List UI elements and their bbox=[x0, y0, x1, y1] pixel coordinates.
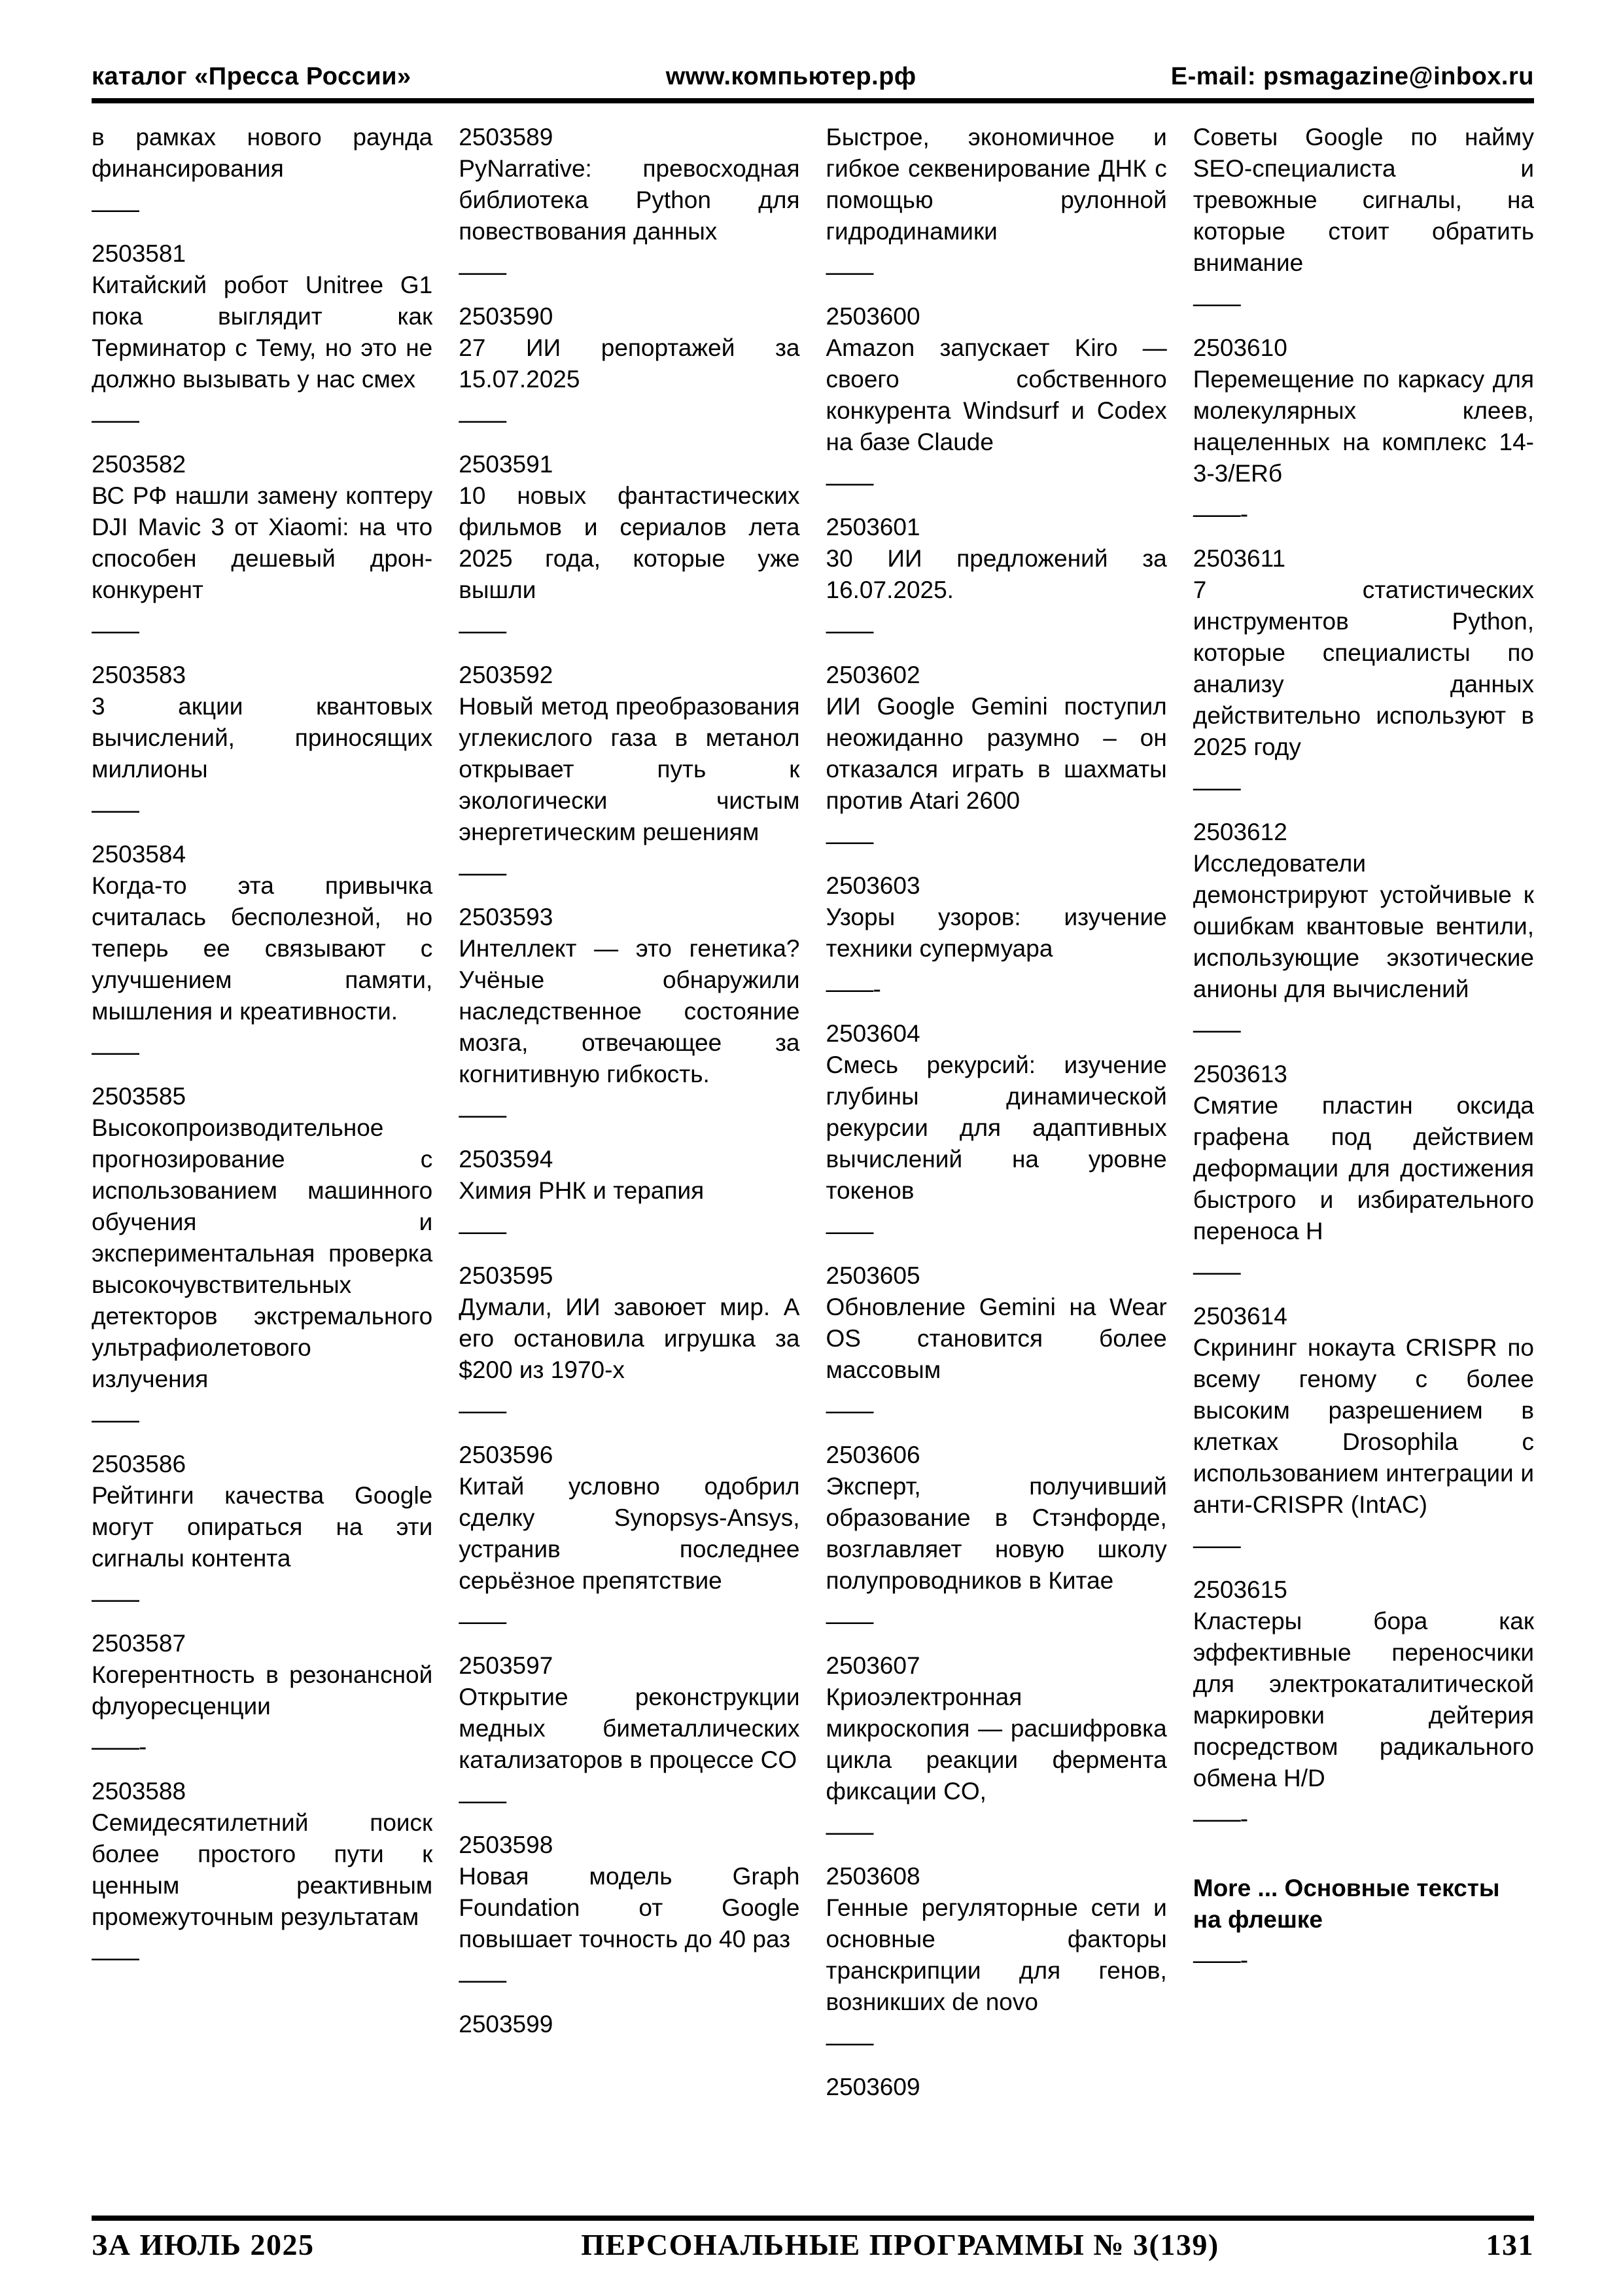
separator: ——- bbox=[826, 976, 881, 1002]
email-address: E-mail: psmagazine@inbox.ru bbox=[1170, 63, 1534, 90]
separator: —— bbox=[92, 1944, 139, 1971]
separator: —— bbox=[459, 859, 506, 886]
item-title: 27 ИИ репортажей за 15.07.2025 bbox=[459, 334, 800, 393]
item-id: 2503605 bbox=[826, 1262, 920, 1289]
catalog-entry bbox=[92, 449, 432, 606]
item-id: 2503612 bbox=[1193, 819, 1287, 845]
item-id: 2503590 bbox=[459, 303, 553, 330]
separator: —— bbox=[826, 1608, 873, 1634]
separator: —— bbox=[1193, 1258, 1240, 1285]
item-title: Кластеры бора как эффективные переносчики для электрокаталитической маркировки дейтерия посредством радикального обмена H/D bbox=[1193, 1608, 1534, 1792]
item-title: в рамках нового раунда финансирования bbox=[92, 124, 433, 182]
separator: —— bbox=[92, 1406, 139, 1433]
separator: ——- bbox=[92, 1733, 147, 1760]
catalog-entry bbox=[459, 1260, 799, 1386]
item-title: 7 статистических инструментов Python, которые специалисты по анализу данных действительно используют в 2025 году bbox=[1193, 576, 1534, 760]
item-id: 2503596 bbox=[459, 1441, 553, 1468]
separator: —— bbox=[826, 828, 873, 855]
item-title: 10 новых фантастических фильмов и сериалов лета 2025 года, которые уже вышли bbox=[459, 482, 800, 603]
catalog-entry bbox=[459, 449, 799, 606]
item-title: Новая модель Graph Foundation от Google повышает точность до 40 раз bbox=[459, 1863, 800, 1952]
catalog-entry bbox=[1193, 332, 1534, 489]
item-title: Думали, ИИ завоюет мир. А его остановила игрушка за $200 из 1970-х bbox=[459, 1294, 800, 1383]
separator: —— bbox=[92, 1585, 139, 1612]
item-title: Открытие реконструкции медных биметаллических катализаторов в процессе CO bbox=[459, 1684, 800, 1773]
catalog-entry bbox=[1193, 122, 1534, 279]
item-id: 2503608 bbox=[826, 1863, 920, 1890]
item-title: Исследователи демонстрируют устойчивые к ошибкам квантовые вентили, использующие экзотические анионы для вычислений bbox=[1193, 850, 1534, 1002]
separator: —— bbox=[826, 469, 873, 496]
item-id: 2503614 bbox=[1193, 1303, 1287, 1330]
item-title: Узоры узоров: изучение техники супермуара bbox=[826, 904, 1167, 962]
separator: —— bbox=[826, 1397, 873, 1424]
item-id: 2503586 bbox=[92, 1451, 186, 1477]
catalog-entry bbox=[459, 122, 799, 247]
page-number: 131 bbox=[1486, 2228, 1534, 2261]
item-title: Обновление Gemini на Wear OS становится более массовым bbox=[826, 1294, 1167, 1383]
item-title: Криоэлектронная микроскопия — расшифровка цикла реакции фермента фиксации CO, bbox=[826, 1684, 1167, 1805]
catalog-entry bbox=[1193, 1873, 1534, 1935]
column-1 bbox=[92, 122, 432, 2103]
separator: —— bbox=[459, 617, 506, 644]
item-id: 2503598 bbox=[459, 1831, 553, 1858]
item-id: 2503613 bbox=[1193, 1061, 1287, 1087]
catalog-entry bbox=[826, 122, 1167, 247]
catalog-entry bbox=[459, 2009, 799, 2040]
item-title: Перемещение по каркасу для молекулярных клеев, нацеленных на комплекс 14-3-3/ERб bbox=[1193, 366, 1534, 487]
separator: —— bbox=[92, 796, 139, 823]
catalog-entry bbox=[459, 1144, 799, 1207]
separator: —— bbox=[459, 1397, 506, 1424]
item-id: 2503584 bbox=[92, 841, 186, 868]
catalog-entry bbox=[92, 1776, 432, 1933]
item-id: 2503611 bbox=[1193, 545, 1286, 572]
separator: —— bbox=[92, 196, 139, 222]
footer-rule bbox=[92, 2216, 1534, 2221]
item-id: 2503600 bbox=[826, 303, 920, 330]
item-title: Когда-то эта привычка считалась бесполезной, но теперь ее связывают с улучшением памяти, мышления и креативности. bbox=[92, 872, 433, 1025]
separator: —— bbox=[826, 258, 873, 285]
catalog-entry bbox=[459, 301, 799, 395]
column-2 bbox=[459, 122, 799, 2103]
catalog-entry bbox=[1193, 543, 1534, 763]
item-title: ВС РФ нашли замену коптеру DJI Mavic 3 от Xiaomi: на что способен дешевый дрон-конкурент bbox=[92, 482, 433, 603]
item-title: Когерентность в резонансной флуоресценции bbox=[92, 1661, 433, 1720]
separator: —— bbox=[826, 1218, 873, 1245]
column-4 bbox=[1193, 122, 1534, 2103]
item-title: Рейтинги качества Google могут опираться на эти сигналы контента bbox=[92, 1482, 433, 1572]
separator: —— bbox=[459, 1787, 506, 1814]
catalog-entry bbox=[92, 660, 432, 785]
item-id: 2503591 bbox=[459, 451, 553, 478]
catalog-entry bbox=[1193, 817, 1534, 1005]
item-id: 2503606 bbox=[826, 1441, 920, 1468]
item-title: Быстрое, экономичное и гибкое секвенирование ДНК с помощью рулонной гидродинамики bbox=[826, 124, 1167, 245]
item-id: 2503588 bbox=[92, 1778, 186, 1805]
separator: —— bbox=[1193, 1532, 1240, 1559]
item-id: 2503592 bbox=[459, 662, 553, 688]
item-title: Генные регуляторные сети и основные факторы транскрипции для генов, возникших de novo bbox=[826, 1894, 1167, 2015]
catalog-entry bbox=[826, 512, 1167, 606]
item-title: Amazon запускает Kiro — своего собственного конкурента Windsurf и Codex на базе Claude bbox=[826, 334, 1167, 455]
item-title: Новый метод преобразования углекислого газа в метанол открывает путь к экологически чистым энергетическим решениям bbox=[459, 693, 800, 845]
item-title: Скрининг нокаута CRISPR по всему геному с более высоким разрешением в клетках Drosophila с использованием интеграции и анти-CRISPR (IntAC) bbox=[1193, 1334, 1534, 1518]
issue-period: ЗА ИЮЛЬ 2025 bbox=[92, 2228, 315, 2261]
item-id: 2503594 bbox=[459, 1146, 553, 1173]
catalog-entry bbox=[826, 1861, 1167, 2018]
item-id: 2503610 bbox=[1193, 334, 1287, 361]
separator: —— bbox=[459, 258, 506, 285]
catalog-entry bbox=[826, 1650, 1167, 1807]
separator: ——- bbox=[1193, 1947, 1248, 1973]
item-title: 30 ИИ предложений за 16.07.2025. bbox=[826, 545, 1167, 603]
item-title: Китай условно одобрил сделку Synopsys-Ansys, устранив последнее серьёзное препятствие bbox=[459, 1473, 800, 1594]
item-title: Химия РНК и терапия bbox=[459, 1177, 705, 1204]
catalog-entry bbox=[459, 1829, 799, 1955]
item-title: ИИ Google Gemini поступил неожиданно разумно – он отказался играть в шахматы против Atari 2600 bbox=[826, 693, 1167, 814]
separator: —— bbox=[92, 617, 139, 644]
item-id: 2503603 bbox=[826, 872, 920, 899]
catalog-entry bbox=[826, 660, 1167, 817]
item-id: 2503581 bbox=[92, 240, 186, 267]
catalog-entry bbox=[92, 839, 432, 1027]
item-title: Смесь рекурсий: изучение глубины динамической рекурсии для адаптивных вычислений на уровне токенов bbox=[826, 1051, 1167, 1204]
page-header bbox=[92, 63, 1534, 91]
separator: —— bbox=[826, 617, 873, 644]
item-id: 2503583 bbox=[92, 662, 186, 688]
catalog-entry bbox=[826, 1260, 1167, 1386]
catalog-entry bbox=[1193, 1301, 1534, 1521]
item-title: Китайский робот Unitree G1 пока выглядит как Терминатор с Тему, но это не должно вызывать у нас смех bbox=[92, 272, 433, 393]
catalog-entry bbox=[826, 870, 1167, 964]
magazine-title: ПЕРСОНАЛЬНЫЕ ПРОГРАММЫ № 3(139) bbox=[581, 2228, 1219, 2261]
catalog-entry bbox=[826, 1018, 1167, 1207]
item-id: 2503615 bbox=[1193, 1576, 1287, 1603]
separator: —— bbox=[1193, 774, 1240, 801]
separator: —— bbox=[826, 2029, 873, 2056]
item-id: 2503582 bbox=[92, 451, 186, 478]
item-id: 2503595 bbox=[459, 1262, 553, 1289]
item-id: 2503593 bbox=[459, 904, 553, 930]
item-title: Советы Google по найму SEO-специалиста и тревожные сигналы, на которые стоит обратить внимание bbox=[1193, 124, 1534, 276]
separator: —— bbox=[459, 1608, 506, 1634]
catalog-entry bbox=[92, 238, 432, 395]
item-title: Смятие пластин оксида графена под действием деформации для достижения быстрого и избирательного переноса Н bbox=[1193, 1092, 1534, 1245]
item-id: 2503589 bbox=[459, 124, 553, 150]
catalog-entry bbox=[459, 1650, 799, 1776]
separator: ——- bbox=[1193, 1805, 1248, 1832]
catalog-entry bbox=[459, 1439, 799, 1597]
item-id: 2503609 bbox=[826, 2074, 920, 2100]
catalog-entry bbox=[826, 301, 1167, 458]
catalog-entry bbox=[92, 122, 432, 185]
item-id: 2503587 bbox=[92, 1630, 186, 1657]
separator: —— bbox=[459, 1966, 506, 1993]
catalog-entry bbox=[1193, 1574, 1534, 1794]
catalog-entry bbox=[459, 902, 799, 1090]
separator: —— bbox=[459, 1101, 506, 1128]
column-3 bbox=[826, 122, 1167, 2103]
item-id: 2503597 bbox=[459, 1652, 553, 1679]
catalog-entry bbox=[1193, 1059, 1534, 1247]
catalog-entry bbox=[826, 1439, 1167, 1597]
item-id: 2503601 bbox=[826, 514, 920, 540]
catalog-entry bbox=[826, 2072, 1167, 2103]
separator: —— bbox=[92, 1038, 139, 1065]
item-title: Высокопроизводительное прогнозирование с использованием машинного обучения и экспериментальная проверка высокочувствительных детекторов экстремального ультрафиолетового излучения bbox=[92, 1114, 433, 1392]
catalog-entry bbox=[92, 1449, 432, 1574]
item-id: 2503585 bbox=[92, 1083, 186, 1110]
item-title: Интеллект — это генетика? Учёные обнаружили наследственное состояние мозга, отвечающее за когнитивную гибкость. bbox=[459, 935, 800, 1087]
separator: —— bbox=[1193, 290, 1240, 317]
item-title: Семидесятилетний поиск более простого пути к ценным реактивным промежуточным результатам bbox=[92, 1809, 433, 1930]
item-id: 2503607 bbox=[826, 1652, 920, 1679]
separator: —— bbox=[459, 406, 506, 433]
item-title: 3 акции квантовых вычислений, приносящих миллионы bbox=[92, 693, 433, 783]
header-rule bbox=[92, 98, 1534, 103]
catalog-title: каталог «Пресса России» bbox=[92, 63, 411, 90]
catalog-entry bbox=[92, 1081, 432, 1395]
item-id: 2503604 bbox=[826, 1020, 920, 1047]
separator: —— bbox=[459, 1218, 506, 1245]
page-footer bbox=[92, 2227, 1534, 2262]
item-title: More ... Основные тексты на флешке bbox=[1193, 1875, 1500, 1933]
separator: —— bbox=[1193, 1016, 1240, 1043]
item-title: Эксперт, получивший образование в Стэнфорде, возглавляет новую школу полупроводников в Китае bbox=[826, 1473, 1167, 1594]
website-url: www.компьютер.рф bbox=[665, 63, 916, 90]
item-id: 2503599 bbox=[459, 2011, 553, 2038]
catalog-entry bbox=[92, 1628, 432, 1722]
separator: ——- bbox=[1193, 501, 1248, 527]
separator: —— bbox=[826, 1818, 873, 1845]
item-title: PyNarrative: превосходная библиотека Python для повествования данных bbox=[459, 155, 800, 245]
catalog-entry bbox=[459, 660, 799, 848]
separator: —— bbox=[92, 406, 139, 433]
catalog-columns bbox=[92, 122, 1534, 2103]
item-id: 2503602 bbox=[826, 662, 920, 688]
